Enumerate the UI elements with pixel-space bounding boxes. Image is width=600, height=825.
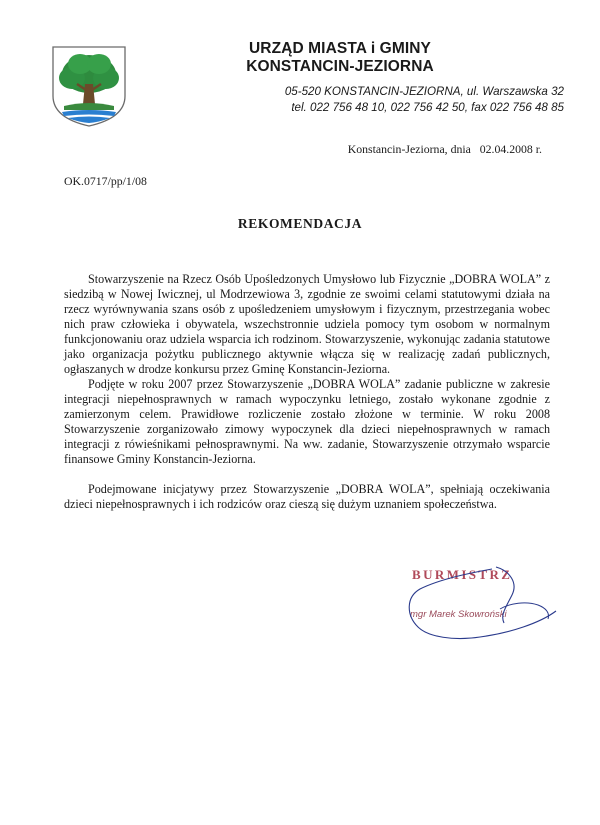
document-title: REKOMENDACJA (237, 216, 363, 231)
paragraph-2: Podjęte w roku 2007 przez Stowarzyszenie „DOBRA WOLA” zadanie publiczne w zakresie integracji niepełnosprawnych w ramach wypoczynku letniego, zostało wykonane zgodnie z zamierzonym celem. Prawidłowe rozliczenie zostało złożone w terminie. W roku 2008 Stowarzyszenie zorganizowało zimowy wypoczynek dla dzieci niepełnosprawnych w ramach integracji z rówieśnikami pełnosprawnymi. Na ww. zadanie, Stowarzyszenie otrzymało wsparcie finansowe Gminy Konstancin-Jeziorna. (64, 377, 550, 466)
handwritten-signature-icon (400, 565, 570, 645)
oak-tree-crest-icon (50, 44, 128, 128)
reference-number: OK.0717/pp/1/08 (64, 174, 147, 188)
place-date: Konstancin-Jeziorna, dnia 02.04.2008 r. (347, 142, 542, 156)
office-address (285, 84, 564, 116)
letter-body (64, 272, 550, 512)
mayor-stamp-name: mgr Marek Skowroński (410, 609, 507, 620)
signature-block (400, 565, 570, 645)
office-name-line-1: URZĄD MIASTA i GMINY (249, 40, 431, 57)
phone-line: tel. 022 756 48 10, 022 756 42 50, fax 022 756 48 85 (291, 101, 564, 114)
office-name-line-2: KONSTANCIN-JEZIORNA (246, 58, 434, 75)
address-line: 05-520 KONSTANCIN-JEZIORNA, ul. Warszawska 32 (284, 85, 564, 98)
paragraph-3: Podejmowane inicjatywy przez Stowarzyszenie „DOBRA WOLA”, spełniają oczekiwania dzieci niepełnosprawnych i ich rodziców oraz cieszą się dużym uznaniem społeczeństwa. (64, 482, 550, 511)
mayor-stamp-title: BURMISTRZ (412, 567, 513, 582)
paragraph-1: Stowarzyszenie na Rzecz Osób Upośledzonych Umysłowo lub Fizycznie „DOBRA WOLA” z siedzibą w Nowej Iwicznej, ul Modrzewiowa 3, zgodnie ze swoimi celami statutowymi działa na rzecz wyrównywania szans osób z upośledzeniem umysłowym i fizycznym, przestrzegania wobec nich praw człowieka i obywatela, wszechstronnie udziela pomocy tym osobom w normalnym funkcjonowaniu oraz udziela wsparcia ich rodzinom. Stowarzyszenie, wykonując zadania statutowe jako organizacja pożytku publicznego aktywnie włącza się w realizację zadań publicznych, ogłaszanych w drodze konkursu przez Gminę Konstancin-Jeziorna. (64, 272, 550, 376)
office-name (160, 40, 520, 76)
